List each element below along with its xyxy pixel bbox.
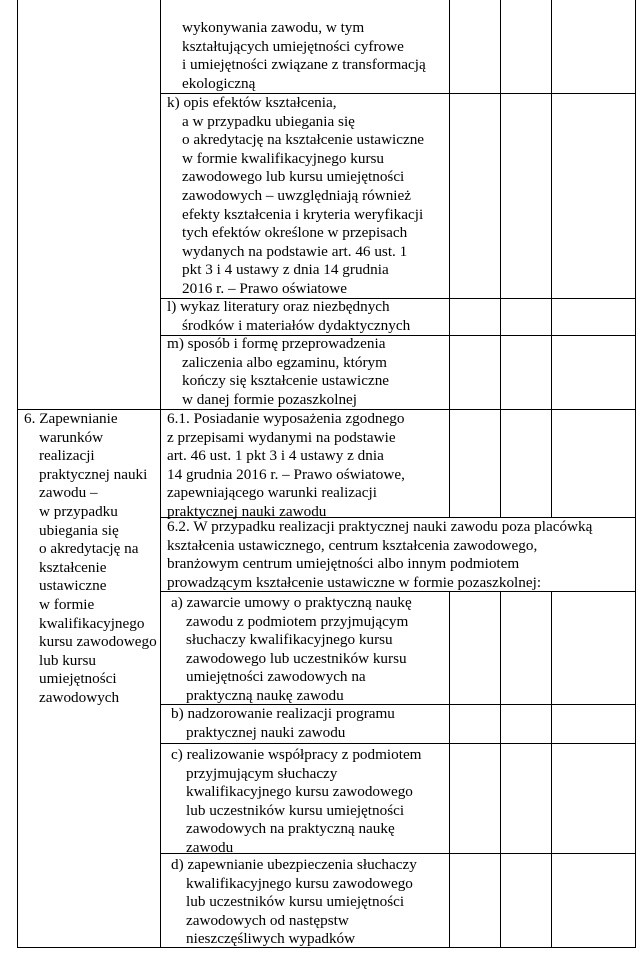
text-line: zawodu	[186, 838, 234, 856]
text-line: zawodu –	[39, 484, 98, 502]
col-border	[551, 591, 552, 948]
text-line: 6.2. W przypadku realizacji praktycznej nauki zawodu poza placówką	[167, 518, 593, 535]
text-line: w formie kwalifikacyjnego kursu	[182, 149, 385, 167]
text-line: prowadzącym kształcenie ustawiczne w formie pozaszkolnej:	[167, 573, 542, 591]
text-line: z przepisami wydanymi na podstawie	[167, 428, 396, 446]
text-line: kończy się kształcenie ustawiczne	[182, 372, 390, 390]
cell-6-1	[167, 410, 405, 522]
cell-b	[171, 705, 395, 742]
cell-a	[171, 594, 412, 706]
cell-6-2	[167, 518, 592, 592]
text-line: zawodowego lub kursu umiejętności	[182, 168, 405, 186]
text-line: k) opis efektów kształcenia,	[167, 94, 337, 111]
text-line: lub kursu	[39, 651, 96, 669]
text-line: m) sposób i formę przeprowadzenia	[167, 335, 386, 352]
col-border	[17, 0, 18, 948]
text-line: praktycznej nauki zawodu	[186, 723, 346, 741]
text-line: ekologiczną	[182, 74, 256, 92]
text-line: ustawiczne	[39, 577, 107, 595]
col-border	[500, 0, 501, 518]
cell-m	[167, 335, 389, 409]
text-line: ubiegania się	[39, 521, 119, 539]
text-line: zawodowych na praktyczną naukę	[186, 820, 395, 838]
text-line: a w przypadku ubiegania się	[182, 112, 355, 130]
text-line: wykonywania zawodu, w tym	[182, 19, 365, 36]
col-border	[500, 591, 501, 948]
text-line: kształcenia ustawicznego, centrum kształcenia zawodowego,	[167, 536, 538, 554]
col-border	[635, 0, 636, 948]
cell-section-6	[24, 410, 157, 708]
col-border	[551, 0, 552, 518]
text-line: kształcenie	[39, 558, 107, 576]
text-line: kształtujących umiejętności cyfrowe	[182, 37, 404, 55]
row-border	[160, 743, 636, 744]
text-line: i umiejętności związane z transformacją	[182, 56, 426, 74]
text-line: kwalifikacyjnego kursu zawodowego	[186, 783, 413, 801]
text-line: lub uczestników kursu umiejętności	[186, 801, 405, 819]
text-line: efekty kształcenia i kryteria weryfikacji	[182, 205, 424, 223]
text-line: zawodowego lub uczestników kursu	[186, 649, 407, 667]
text-line: środków i materiałów dydaktycznych	[182, 316, 411, 334]
text-line: nieszczęśliwych wypadków	[186, 930, 356, 948]
text-line: art. 46 ust. 1 pkt 3 i 4 ustawy z dnia	[167, 447, 384, 465]
text-line: kursu zawodowego	[39, 633, 157, 651]
text-line: zawodowych – uwzględniają również	[182, 186, 411, 204]
text-line: przyjmującym słuchaczy	[186, 764, 338, 782]
text-line: c) realizowanie współpracy z podmiotem	[171, 746, 422, 763]
text-line: realizacji	[39, 447, 95, 465]
cell-d	[171, 856, 417, 949]
col-border	[449, 0, 450, 518]
text-line: o akredytację na	[39, 540, 139, 558]
text-line: pkt 3 i 4 ustawy z dnia 14 grudnia	[182, 261, 389, 279]
text-line: słuchaczy kwalifikacyjnego kursu	[186, 631, 393, 649]
text-line: kwalifikacyjnego	[39, 614, 145, 632]
text-line: b) nadzorowanie realizacji programu	[171, 705, 395, 722]
text-line: o akredytację na kształcenie ustawiczne	[182, 131, 425, 149]
text-line: branżowym centrum umiejętności albo innym podmiotem	[167, 555, 520, 573]
text-line: zapewniającego warunki realizacji	[167, 484, 377, 502]
text-line: zawodowych	[39, 688, 120, 706]
text-line: warunków	[39, 428, 104, 446]
text-line: zawodu z podmiotem przyjmującym	[186, 612, 409, 630]
text-line: 14 grudnia 2016 r. – Prawo oświatowe,	[167, 465, 405, 483]
text-line: lub uczestników kursu umiejętności	[186, 893, 405, 911]
col-border	[160, 0, 161, 948]
cell-c	[171, 746, 422, 858]
text-line: umiejętności zawodowych na	[186, 668, 366, 686]
text-line: umiejętności	[39, 670, 117, 688]
text-line: praktycznej nauki	[39, 465, 148, 483]
text-line: zaliczenia albo egzaminu, którym	[182, 353, 387, 371]
text-line: praktycznej nauki zawodu	[167, 502, 327, 520]
text-line: 6. Zapewnianie	[24, 410, 118, 427]
text-line: l) wykaz literatury oraz niezbędnych	[167, 298, 390, 315]
text-line: w danej formie pozaszkolnej	[182, 390, 358, 408]
text-line: kwalifikacyjnego kursu zawodowego	[186, 874, 413, 892]
cell-l	[167, 298, 410, 335]
col-border	[449, 591, 450, 948]
text-line: 2016 r. – Prawo oświatowe	[182, 279, 347, 297]
text-line: a) zawarcie umowy o praktyczną naukę	[171, 594, 412, 611]
text-line: w przypadku	[39, 502, 118, 520]
text-line: praktyczną naukę zawodu	[186, 686, 344, 704]
text-line: d) zapewnianie ubezpieczenia słuchaczy	[171, 856, 417, 873]
text-line: w formie	[39, 595, 95, 613]
text-line: tych efektów określone w przepisach	[182, 224, 408, 242]
text-line: 6.1. Posiadanie wyposażenia zgodnego	[167, 410, 405, 427]
cell-j-continued	[182, 19, 426, 93]
text-line: wydanych na podstawie art. 46 ust. 1	[182, 242, 408, 260]
cell-k	[167, 94, 424, 299]
text-line: zawodowych od następstw	[186, 911, 349, 929]
